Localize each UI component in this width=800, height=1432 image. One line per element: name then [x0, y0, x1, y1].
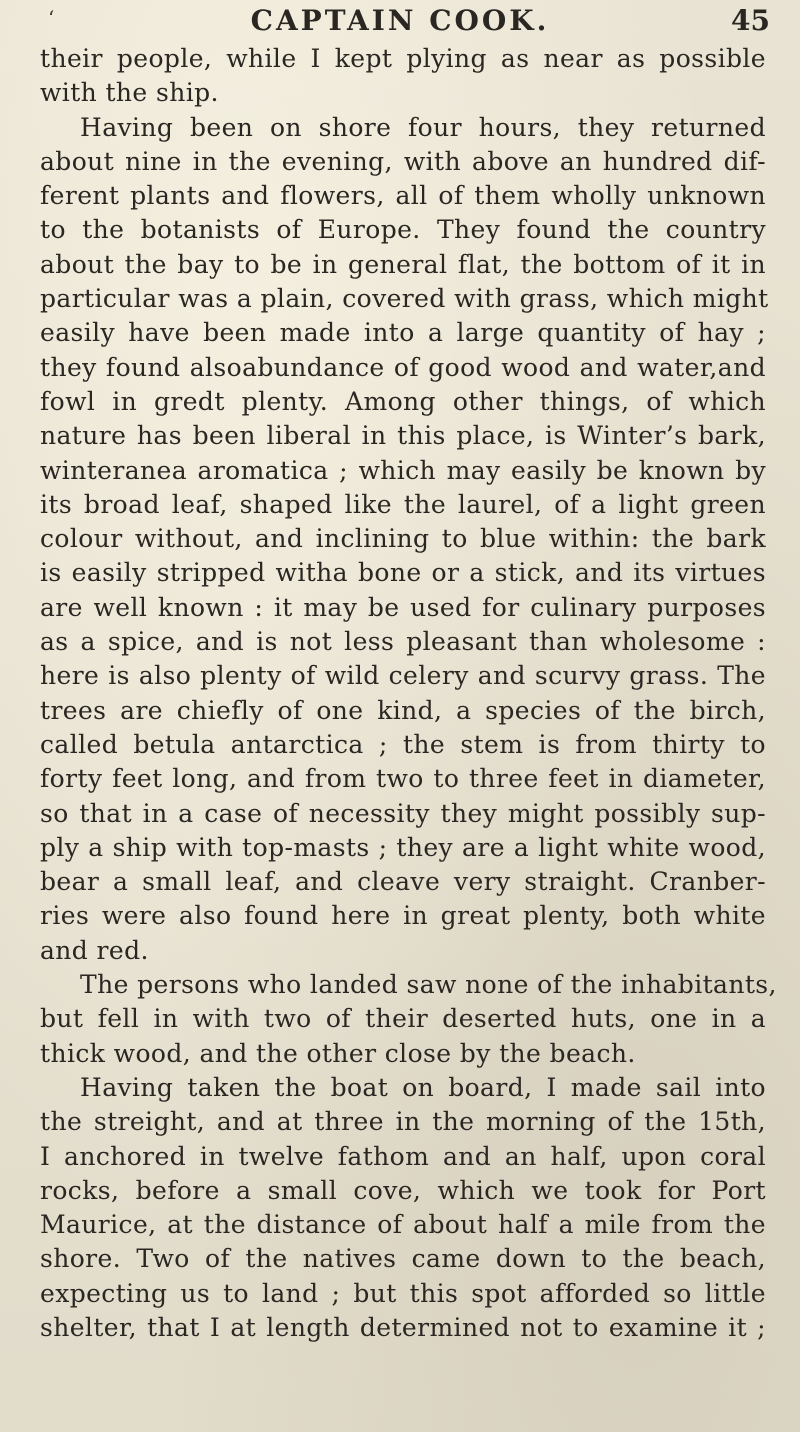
text-line: Maurice, at the distance of about half a mile from the — [40, 1210, 766, 1240]
text-line: called betula antarctica ; the stem is from thirty to — [40, 729, 766, 759]
page-number: 45 — [731, 4, 770, 37]
paragraph-start-line: Having taken the boat on board, I made sail into — [80, 1072, 766, 1102]
text-line: and red. — [40, 935, 149, 965]
text-line: ries were also found here in great plenty, both white — [40, 901, 766, 931]
text-line: shelter, that I at length determined not to examine it ; — [40, 1312, 766, 1342]
text-line: trees are chiefly of one kind, a species of the birch, — [40, 695, 766, 725]
text-line: colour without, and inclining to blue within: the bark — [40, 524, 766, 554]
text-line: easily have been made into a large quantity of hay ; — [40, 318, 766, 348]
text-line: thick wood, and the other close by the beach. — [40, 1038, 636, 1068]
text-line: but fell in with two of their deserted huts, one in a — [40, 1004, 766, 1034]
paragraph-start-line: Having been on shore four hours, they returned — [80, 112, 766, 142]
text-line: here is also plenty of wild celery and scurvy grass. The — [40, 661, 766, 691]
text-line: their people, while I kept plying as near as possible — [40, 44, 766, 73]
text-line: forty feet long, and from two to three feet in diameter, — [40, 764, 766, 794]
text-line: expecting us to land ; but this spot afforded so little — [40, 1278, 766, 1308]
body-text — [40, 42, 777, 1345]
text-line: are well known : it may be used for culinary purposes — [40, 592, 766, 622]
text-line: ply a ship with top-masts ; they are a light white wood, — [40, 832, 766, 862]
text-line: so that in a case of necessity they might possibly sup- — [40, 798, 766, 828]
text-line: is easily stripped witha bone or a stick, and its virtues — [40, 558, 766, 588]
text-line: winteranea aromatica ; which may easily be known by — [40, 455, 766, 485]
paragraph-start-line: The persons who landed saw none of the inhabitants, — [80, 970, 777, 1000]
running-header — [0, 4, 800, 44]
text-line: particular was a plain, covered with grass, which might — [40, 284, 769, 314]
text-line: they found alsoabundance of good wood and water,and — [40, 352, 766, 382]
text-line: its broad leaf, shaped like the laurel, of a light green — [40, 489, 766, 519]
text-line: nature has been liberal in this place, is Winter’s bark, — [40, 421, 766, 451]
text-line: ferent plants and flowers, all of them wholly unknown — [40, 181, 766, 211]
text-line: shore. Two of the natives came down to the beach, — [40, 1244, 766, 1274]
text-line: the streight, and at three in the morning of the 15th, — [40, 1107, 766, 1137]
text-line: fowl in gredt plenty. Among other things, of which — [40, 386, 766, 416]
text-line: I anchored in twelve fathom and an half, upon coral — [40, 1141, 766, 1171]
text-line: about nine in the evening, with above an hundred dif- — [40, 146, 766, 176]
header-mark: ‘ — [48, 6, 55, 30]
running-title: CAPTAIN COOK. — [250, 4, 550, 37]
text-line: bear a small leaf, and cleave very straight. Cranber- — [40, 867, 766, 897]
text-line: with the ship. — [40, 78, 219, 108]
text-line: as a spice, and is not less pleasant than wholesome : — [40, 627, 766, 657]
text-line: rocks, before a small cove, which we took for Port — [40, 1175, 766, 1205]
text-line: to the botanists of Europe. They found the country — [40, 215, 766, 245]
text-line: about the bay to be in general flat, the bottom of it in — [40, 249, 766, 279]
